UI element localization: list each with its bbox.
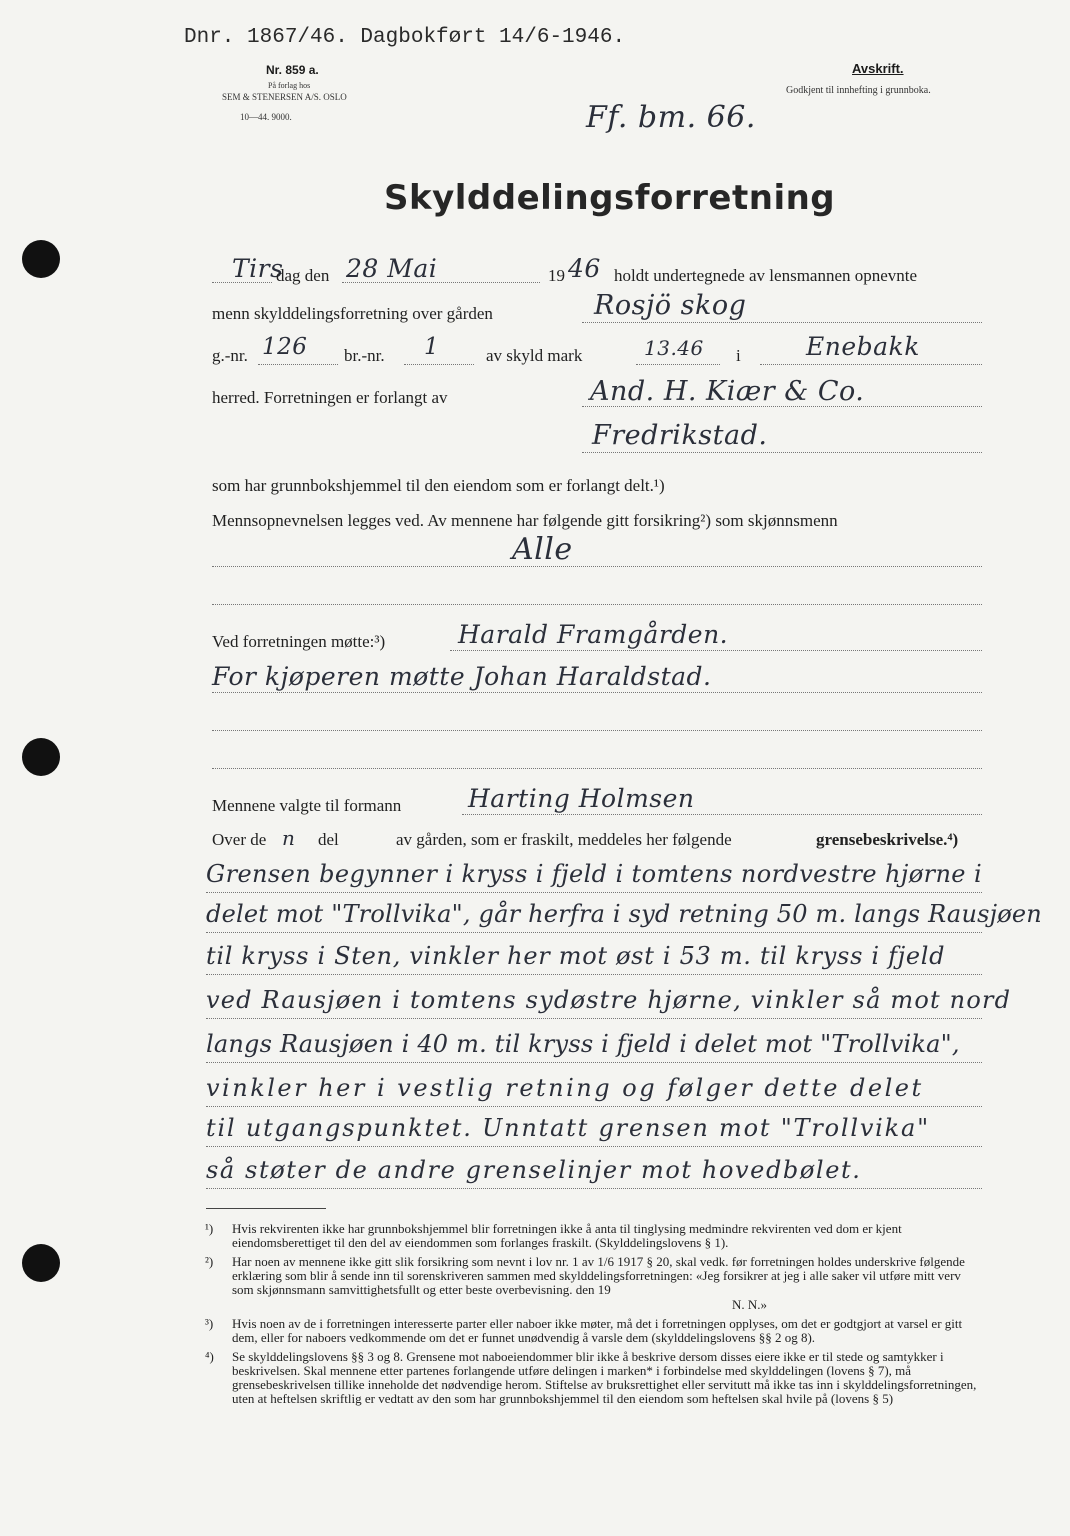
brnr-label: br.-nr. [344, 346, 385, 365]
line12-b: del [318, 830, 339, 849]
weekday-hand: Tirs [232, 254, 284, 283]
footnote-signature: N. N.» [732, 1297, 768, 1312]
description-line: langs Rausjøen i 40 m. til kryss i fjeld i delet mot "Trollvika", [206, 1030, 960, 1058]
line12-a: Over de [212, 830, 267, 849]
publisher-line1: På forlag hos [268, 81, 311, 90]
copy-label: Avskrift. [852, 61, 904, 76]
chairman-label: Mennene valgte til formann [212, 796, 402, 815]
punch-hole-top [22, 240, 60, 278]
line12-c: av gården, som er fraskilt, meddeles her følgende [396, 830, 732, 849]
punch-hole-bottom [22, 1244, 60, 1282]
skyld-label: av skyld mark [486, 346, 583, 365]
requester-hand: And. H. Kiær & Co. [590, 376, 865, 407]
line12-hand: n [282, 826, 296, 850]
description-line: til utgangspunktet. Unntatt grensen mot "Trollvika" [206, 1114, 930, 1142]
boundary-description-label: grensebeskrivelse.⁴) [816, 830, 959, 849]
footnotes [205, 1221, 980, 1406]
gnr-hand: 126 [262, 334, 308, 360]
punch-hole-middle [22, 738, 60, 776]
description-line: så støter de andre grenselinjer mot hovedbølet. [206, 1156, 862, 1184]
line6-text: som har grunnbokshjemmel til den eiendom som er forlangt delt.¹) [212, 476, 665, 495]
footnote: ¹) Hvis rekvirenten ikke har grunnbokshjemmel blir forretningen ikke å anta til tinglysing medmindre rekvirenten ved dom er kjent eiendomsberettiget til den del av eiendommen som forlanges fraskilt. (Skylddelingslovens § 1). [205, 1221, 902, 1250]
approval-note: Godkjent til innhefting i grunnboka. [786, 85, 931, 96]
requested-by-label: herred. Forretningen er forlangt av [212, 388, 448, 407]
print-code: 10—44. 9000. [240, 112, 292, 122]
line7-text: Mennsopnevnelsen legges ved. Av mennene har følgende gitt forsikring²) som skjønnsmenn [212, 511, 838, 530]
attendee2-hand: For kjøperen møtte Johan Haraldstad. [212, 662, 712, 691]
line2-text: menn skylddelingsforretning over gården [212, 304, 493, 323]
appraisers-hand: Alle [512, 532, 573, 567]
publisher-line2: SEM & STENERSEN A/S. OSLO [222, 92, 347, 102]
description-line: ved Rausjøen i tomtens sydøstre hjørne, vinkler så mot nord [206, 986, 1012, 1014]
document-title: Skylddelingsforretning [384, 178, 836, 218]
requester-city-hand: Fredrikstad. [592, 420, 768, 451]
footnote-separator [206, 1208, 326, 1209]
description-line: Grensen begynner i kryss i fjeld i tomtens nordvestre hjørne i [206, 860, 983, 888]
footnote: ²) Har noen av mennene ikke gitt slik forsikring som nevnt i lov nr. 1 av 1/6 1917 § 20, skal vedk. før forretningen holdes underskrive følgende erklæring som blir å sende inn til sorenskriveren sammen med skylddelingsforretningen: «Jeg forsikrer at jeg i alle saker vil utføre mitt verv som skjønnsmann samvittighetsfullt og etter beste overbevisning. den 19 [205, 1254, 965, 1297]
handwritten-reference: Ff. bm. 66. [586, 100, 756, 135]
footnote: ⁴) Se skylddelingslovens §§ 3 og 8. Grensene mot naboeiendommer blir ikke å beskrive dersom disses eiere ikke er til stede og samtykker i beskrivelsen. Skal mennene etter partenes forlangende utføre delingen i marken* i forbindelse med skylddelingen (lovens § 7), må grensebeskrivelsen tillike inneholde det nødvendige herom. Stiftelse av bruksrettighet eller servitutt må ikke tas inn i skylddelingsforretningen, uten at heftelsen skriftlig er vedtatt av den som har grunnbokshjemmel til den eiendom som heftelsen skal hvile på (lovens § 5) [205, 1349, 977, 1406]
i-label: i [736, 346, 741, 365]
brnr-hand: 1 [424, 334, 440, 360]
gnr-label: g.-nr. [212, 346, 248, 365]
skyld-hand: 13.46 [644, 336, 704, 360]
footnote: ³) Hvis noen av de i forretningen interesserte parter eller naboer ikke møter, må det i forretningen opplyses, om det er godtgjort at varsel er gitt dem, eller for naboers vedkommende om det er funnet unødvendig å varsle dem (skylddelingslovens §§ 2 og 8). [205, 1316, 963, 1345]
journal-stamp: Dnr. 1867/46. Dagbokført 14/6-1946. [184, 26, 626, 49]
description-line: delet mot "Trollvika", går herfra i syd retning 50 m. langs Rausjøen [206, 900, 1042, 928]
line1-text: holdt undertegnede av lensmannen opnevnte [614, 266, 918, 285]
farm-name-hand: Rosjö skog [594, 290, 747, 321]
description-line: til kryss i Sten, vinkler her mot øst i 53 m. til kryss i fjeld [206, 942, 946, 970]
year-hand: 46 [568, 254, 601, 283]
attended-label: Ved forretningen møtte:³) [212, 632, 386, 651]
form-number: Nr. 859 a. [266, 63, 319, 77]
municipality-hand: Enebakk [806, 332, 920, 361]
chairman-hand: Harting Holmsen [468, 784, 695, 813]
line1-day-label: dag den [276, 266, 330, 285]
attendee1-hand: Harald Framgården. [458, 620, 729, 649]
year-prefix: 19 [548, 266, 565, 285]
date-hand: 28 Mai [346, 254, 438, 283]
description-line: vinkler her i vestlig retning og følger dette delet [206, 1074, 924, 1102]
